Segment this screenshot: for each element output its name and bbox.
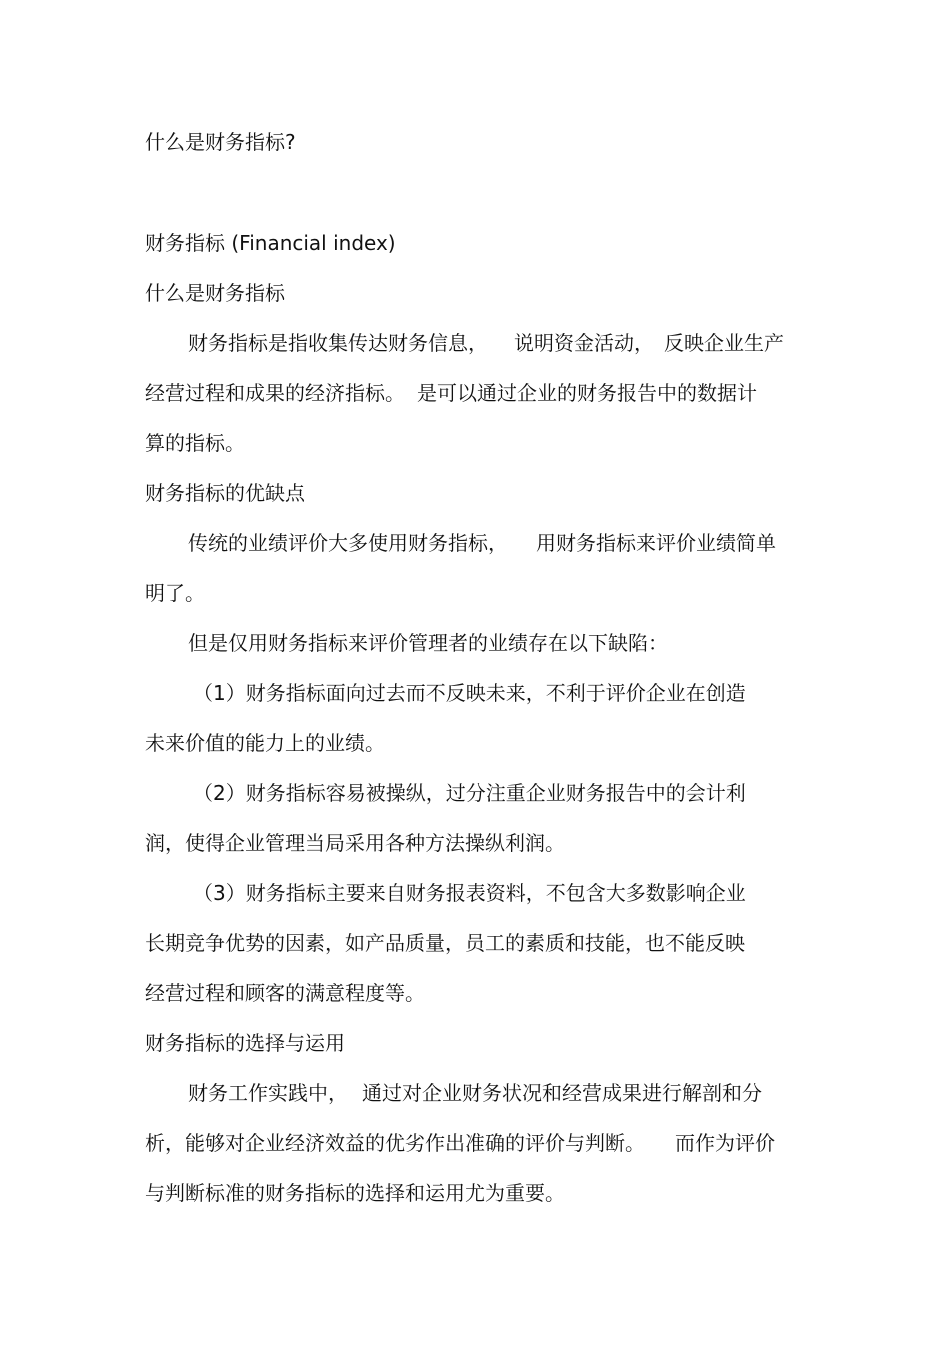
document-title: 什么是财务指标? <box>145 130 296 154</box>
paragraph-line <box>188 530 808 556</box>
text-segment: 是可以通过企业的财务报告中的数据计 <box>417 381 757 405</box>
list-item-line: （3）财务指标主要来自财务报表资料，不包含大多数影响企业 <box>193 881 746 905</box>
list-item-line: （2）财务指标容易被操纵，过分注重企业财务报告中的会计利 <box>193 781 746 805</box>
main-heading: 财务指标 (Financial index) <box>145 231 396 255</box>
section-heading-pros-cons: 财务指标的优缺点 <box>145 481 305 505</box>
paragraph-line <box>145 380 805 406</box>
text-segment: 经营过程和成果的经济指标。 <box>145 381 405 405</box>
text-segment: 说明资金活动， <box>514 331 654 355</box>
list-item-line: 经营过程和顾客的满意程度等。 <box>145 981 425 1005</box>
paragraph-line <box>188 1080 808 1106</box>
paragraph-line: 明了。 <box>145 581 205 605</box>
section-heading-definition: 什么是财务指标 <box>145 281 285 305</box>
text-segment: 反映企业生产 <box>664 331 784 355</box>
text-segment: 财务工作实践中， <box>188 1081 348 1105</box>
list-item-line: 润，使得企业管理当局采用各种方法操纵利润。 <box>145 831 565 855</box>
paragraph-line: 与判断标准的财务指标的选择和运用尤为重要。 <box>145 1181 565 1205</box>
text-segment: 用财务指标来评价业绩简单 <box>536 531 776 555</box>
paragraph-line <box>188 330 808 356</box>
text-segment: 析，能够对企业经济效益的优劣作出准确的评价与判断。 <box>145 1131 645 1155</box>
text-segment: 而作为评价 <box>675 1131 775 1155</box>
text-segment: 传统的业绩评价大多使用财务指标， <box>188 531 508 555</box>
list-item-line: 未来价值的能力上的业绩。 <box>145 731 385 755</box>
text-segment: 财务指标是指收集传达财务信息， <box>188 331 488 355</box>
paragraph-line: 算的指标。 <box>145 431 245 455</box>
list-item-line: （1）财务指标面向过去而不反映未来，不利于评价企业在创造 <box>193 681 746 705</box>
text-segment: 通过对企业财务状况和经营成果进行解剖和分 <box>362 1081 762 1105</box>
section-heading-selection: 财务指标的选择与运用 <box>145 1031 345 1055</box>
list-item-line: 长期竞争优势的因素，如产品质量，员工的素质和技能，也不能反映 <box>145 931 745 955</box>
paragraph-line <box>145 1130 805 1156</box>
paragraph-line: 但是仅用财务指标来评价管理者的业绩存在以下缺陷： <box>188 631 668 655</box>
